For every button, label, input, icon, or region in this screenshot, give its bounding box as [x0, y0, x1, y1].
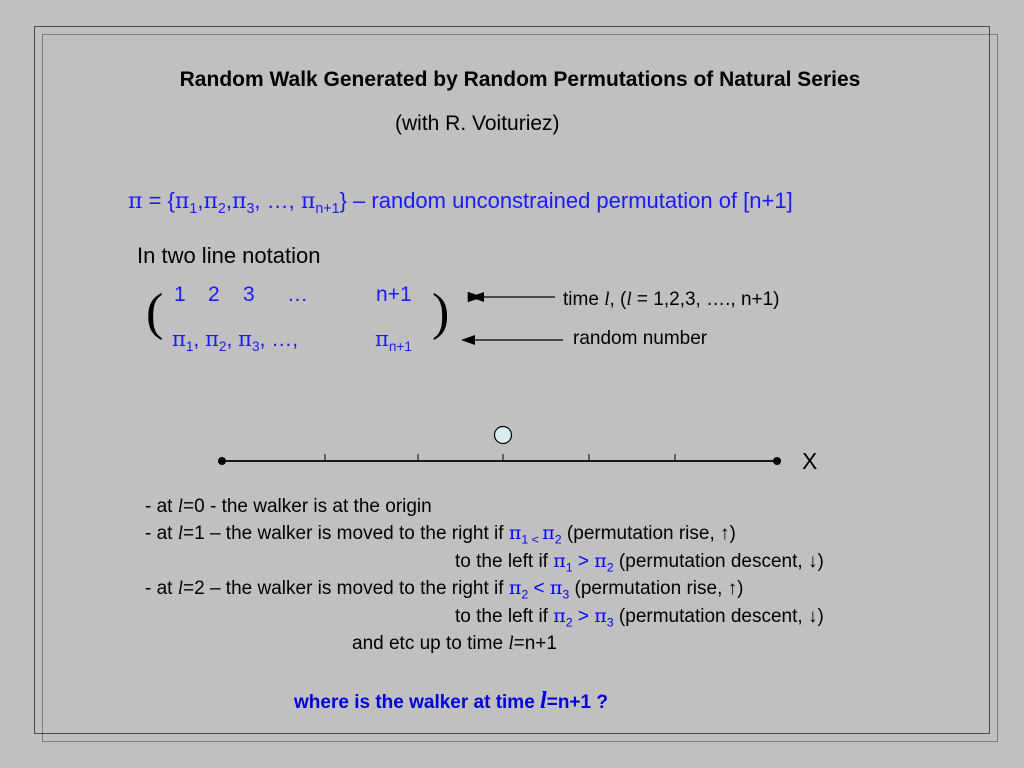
bullet-step-1-left: to the left if $\pi_1 > \pi_2$ (permutation descent, ↓) — [455, 550, 824, 575]
time-arrow-head — [470, 292, 484, 302]
closing-question: where is the walker at time l=n+1 ? — [294, 688, 608, 714]
matrix-top-1: 1 — [174, 283, 186, 306]
random-number-arrow-head — [461, 335, 475, 345]
number-line-left-end — [218, 457, 226, 465]
bullet-etc: and etc up to time l=n+1 — [352, 633, 557, 654]
bullet-step-2-left: to the left if $\pi_2 > \pi_3$ (permutation descent, ↓) — [455, 605, 824, 630]
matrix-top-2: 2 — [208, 283, 220, 306]
notation-label: In two line notation — [137, 243, 321, 268]
random-number-annotation: random number — [573, 328, 708, 349]
matrix-top-ellipsis: … — [287, 283, 308, 306]
axis-label-x: X — [802, 448, 818, 474]
bullet-step-1: - at l=1 – the walker is moved to the right if $\pi_{1 <}$ $\pi_2$ (permutation rise, ↑) — [145, 522, 736, 547]
slide-title: Random Walk Generated by Random Permutations of Natural Series — [179, 68, 861, 91]
bullet-step-0: - at l=0 - the walker is at the origin — [145, 496, 432, 517]
number-line-right-end — [773, 457, 781, 465]
right-parenthesis: ) — [432, 284, 450, 341]
matrix-top-last: n+1 — [376, 283, 412, 306]
matrix-bottom-last: $\pi_{n+1}$ — [375, 327, 412, 354]
bullet-step-2: - at l=2 – the walker is moved to the right if $\pi_2 < \pi_3$ (permutation rise, ↑) — [145, 577, 744, 602]
slide-subtitle: (with R. Voituriez) — [395, 112, 560, 135]
matrix-top-3: 3 — [243, 283, 255, 306]
matrix-bottom-row: $\pi_1$, $\pi_2$, $\pi_3$, …, — [172, 327, 299, 354]
permutation-definition: $\pi = \{\pi_1,\pi_2,\pi_3$, …, $\pi_{n+1}$} – random unconstrained permutation of [n+1] — [128, 188, 793, 217]
left-parenthesis: ( — [146, 284, 164, 341]
walker-marker — [495, 427, 512, 444]
time-annotation: time l, (l = 1,2,3, …., n+1) — [563, 289, 780, 310]
